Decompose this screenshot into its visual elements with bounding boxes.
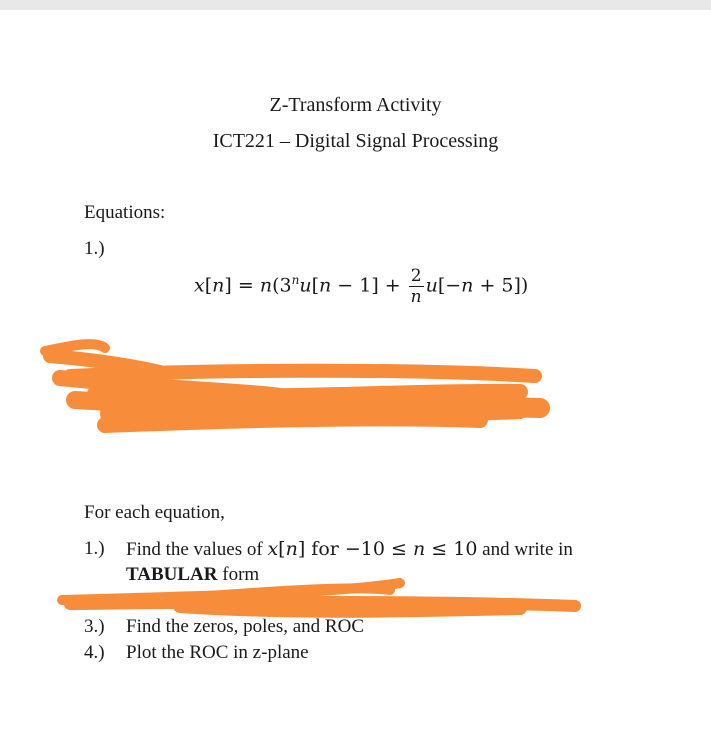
fraction-2-over-n: $\frac{2}{n}$ xyxy=(410,266,422,307)
task-4-text: Plot the ROC in z-plane xyxy=(126,642,309,663)
tabular-bold: TABULAR xyxy=(126,564,218,585)
document-subtitle: ICT221 – Digital Signal Processing xyxy=(212,130,499,152)
equations-heading: Equations: xyxy=(84,202,166,223)
top-bar xyxy=(0,0,711,10)
task-1-text: Find the values of x[n] for −10 ≤ n ≤ 10 and write in xyxy=(126,538,573,560)
document-page xyxy=(0,10,711,750)
task-3-text: Find the zeros, poles, and ROC xyxy=(126,616,365,637)
task-3-number: 3.) xyxy=(84,616,105,637)
document-title: Z-Transform Activity xyxy=(269,94,442,116)
instructions-heading: For each equation, xyxy=(84,502,225,523)
equation-1-number: 1.) xyxy=(84,238,105,259)
task-1-line-2: TABULAR form xyxy=(126,564,260,585)
task-1-number: 1.) xyxy=(84,538,105,559)
redaction-scribble xyxy=(0,10,711,750)
task-4-number: 4.) xyxy=(84,642,105,663)
equation-1-formula: $x[n] = n(3^nu[n - 1]$ + $\frac{2}{n}$ u[−n + 5]) xyxy=(194,266,529,307)
